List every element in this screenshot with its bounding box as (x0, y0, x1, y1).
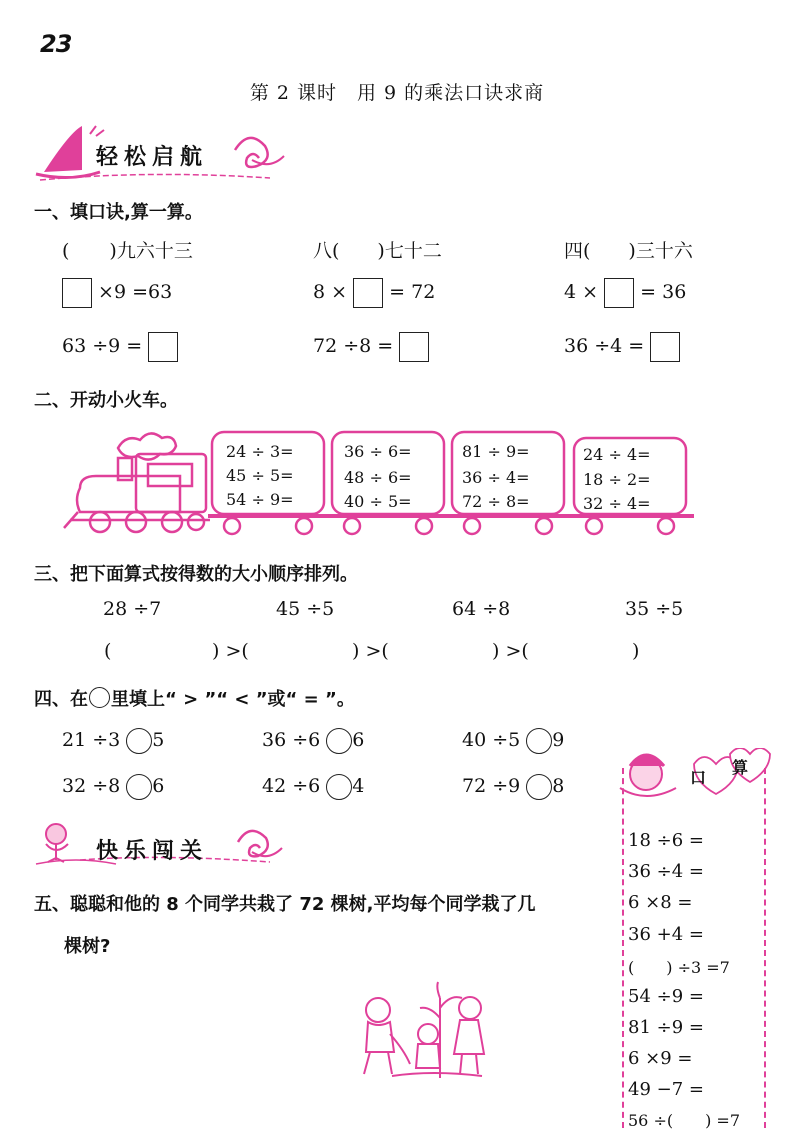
q3-order-5: ) (632, 640, 640, 662)
q3-order-3: ) >( (352, 640, 389, 662)
q4-title: 四、在 里填上“ > ”“ < ”或“ = ”。 (34, 689, 355, 710)
q4-r2-c1: 32 ÷8 6 (62, 774, 164, 800)
q4-r2-c3: 72 ÷9 8 (462, 774, 564, 800)
oral-item-9: 49 −7 = (628, 1079, 704, 1100)
car4-line1: 24 ÷ 4= (583, 445, 651, 464)
oral-item-3: 6 ×8 = (628, 892, 693, 913)
q1-r3-c1: 63 ÷9 = (62, 332, 178, 362)
oral-item-6: 54 ÷9 = (628, 986, 704, 1007)
q3-title: 三、把下面算式按得数的大小顺序排列。 (34, 564, 358, 585)
page-number: 23 (40, 30, 72, 58)
oral-item-2: 36 ÷4 = (628, 861, 704, 882)
oral-item-10: 56 ÷( ) =7 (628, 1111, 741, 1130)
oral-item-7: 81 ÷9 = (628, 1017, 704, 1038)
oral-item-8: 6 ×9 = (628, 1048, 693, 1069)
q1-r2-c1: ×9 =63 (62, 278, 172, 308)
car4-line3: 32 ÷ 4= (583, 494, 651, 513)
compare-circle[interactable] (326, 774, 352, 800)
q5-line1: 五、聪聪和他的 8 个同学共栽了 72 棵树,平均每个同学栽了几 (34, 894, 536, 915)
oral-item-1: 18 ÷6 = (628, 830, 704, 851)
compare-circle[interactable] (326, 728, 352, 754)
answer-box[interactable] (62, 278, 92, 308)
q1-r2-c3: 4 × = 36 (564, 278, 686, 308)
answer-box[interactable] (399, 332, 429, 362)
q1-r3-c2: 72 ÷8 = (313, 332, 429, 362)
car3-line3: 72 ÷ 8= (462, 492, 530, 511)
answer-box[interactable] (604, 278, 634, 308)
oral-arithmetic-panel (622, 768, 766, 1128)
oral-item-5: ( ) ÷3 =7 (628, 958, 730, 977)
oral-header-left: 口 (690, 768, 707, 787)
q1-title: 一、填口诀,算一算。 (34, 202, 203, 223)
circle-icon (89, 687, 110, 708)
compare-circle[interactable] (526, 728, 552, 754)
banner-kuaile: 快乐闯关 (96, 839, 209, 864)
lesson-title: 第 2 课时 用 9 的乘法口诀求商 (249, 82, 545, 104)
banner-qingsong: 轻松启航 (96, 145, 209, 170)
q5-line2: 棵树? (64, 936, 111, 957)
q3-expr-4: 35 ÷5 (625, 598, 684, 620)
q3-expr-2: 45 ÷5 (276, 598, 335, 620)
car2-line2: 48 ÷ 6= (344, 468, 412, 487)
oral-item-4: 36 +4 = (628, 924, 704, 945)
q4-r1-c1: 21 ÷3 5 (62, 728, 164, 754)
car3-line2: 36 ÷ 4= (462, 468, 530, 487)
car3-line1: 81 ÷ 9= (462, 442, 530, 461)
car1-line1: 24 ÷ 3= (226, 442, 294, 461)
q3-order-4: ) >( (492, 640, 529, 662)
q1-r1-c2: 八( )七十二 (313, 240, 442, 262)
oral-header-right: 算 (732, 758, 749, 777)
compare-circle[interactable] (126, 774, 152, 800)
car2-line1: 36 ÷ 6= (344, 442, 412, 461)
q3-expr-3: 64 ÷8 (452, 598, 511, 620)
compare-circle[interactable] (526, 774, 552, 800)
q2-title: 二、开动小火车。 (34, 390, 178, 411)
q4-r1-c2: 36 ÷6 6 (262, 728, 364, 754)
q4-r2-c2: 42 ÷6 4 (262, 774, 364, 800)
q1-r3-c3: 36 ÷4 = (564, 332, 680, 362)
q3-order-2: ) >( (212, 640, 249, 662)
q1-r1-c1: ( )九六十三 (62, 240, 193, 262)
car1-line2: 45 ÷ 5= (226, 466, 294, 485)
compare-circle[interactable] (126, 728, 152, 754)
q1-r1-c3: 四( )三十六 (564, 240, 693, 262)
car2-line3: 40 ÷ 5= (344, 492, 412, 511)
q3-order-1: ( (104, 640, 112, 662)
q3-expr-1: 28 ÷7 (103, 598, 162, 620)
answer-box[interactable] (148, 332, 178, 362)
q4-r1-c3: 40 ÷5 9 (462, 728, 564, 754)
answer-box[interactable] (353, 278, 383, 308)
q1-r2-c2: 8 × = 72 (313, 278, 435, 308)
car4-line2: 18 ÷ 2= (583, 470, 651, 489)
car1-line3: 54 ÷ 9= (226, 490, 294, 509)
answer-box[interactable] (650, 332, 680, 362)
kids-planting-tree-illustration (352, 978, 502, 1080)
